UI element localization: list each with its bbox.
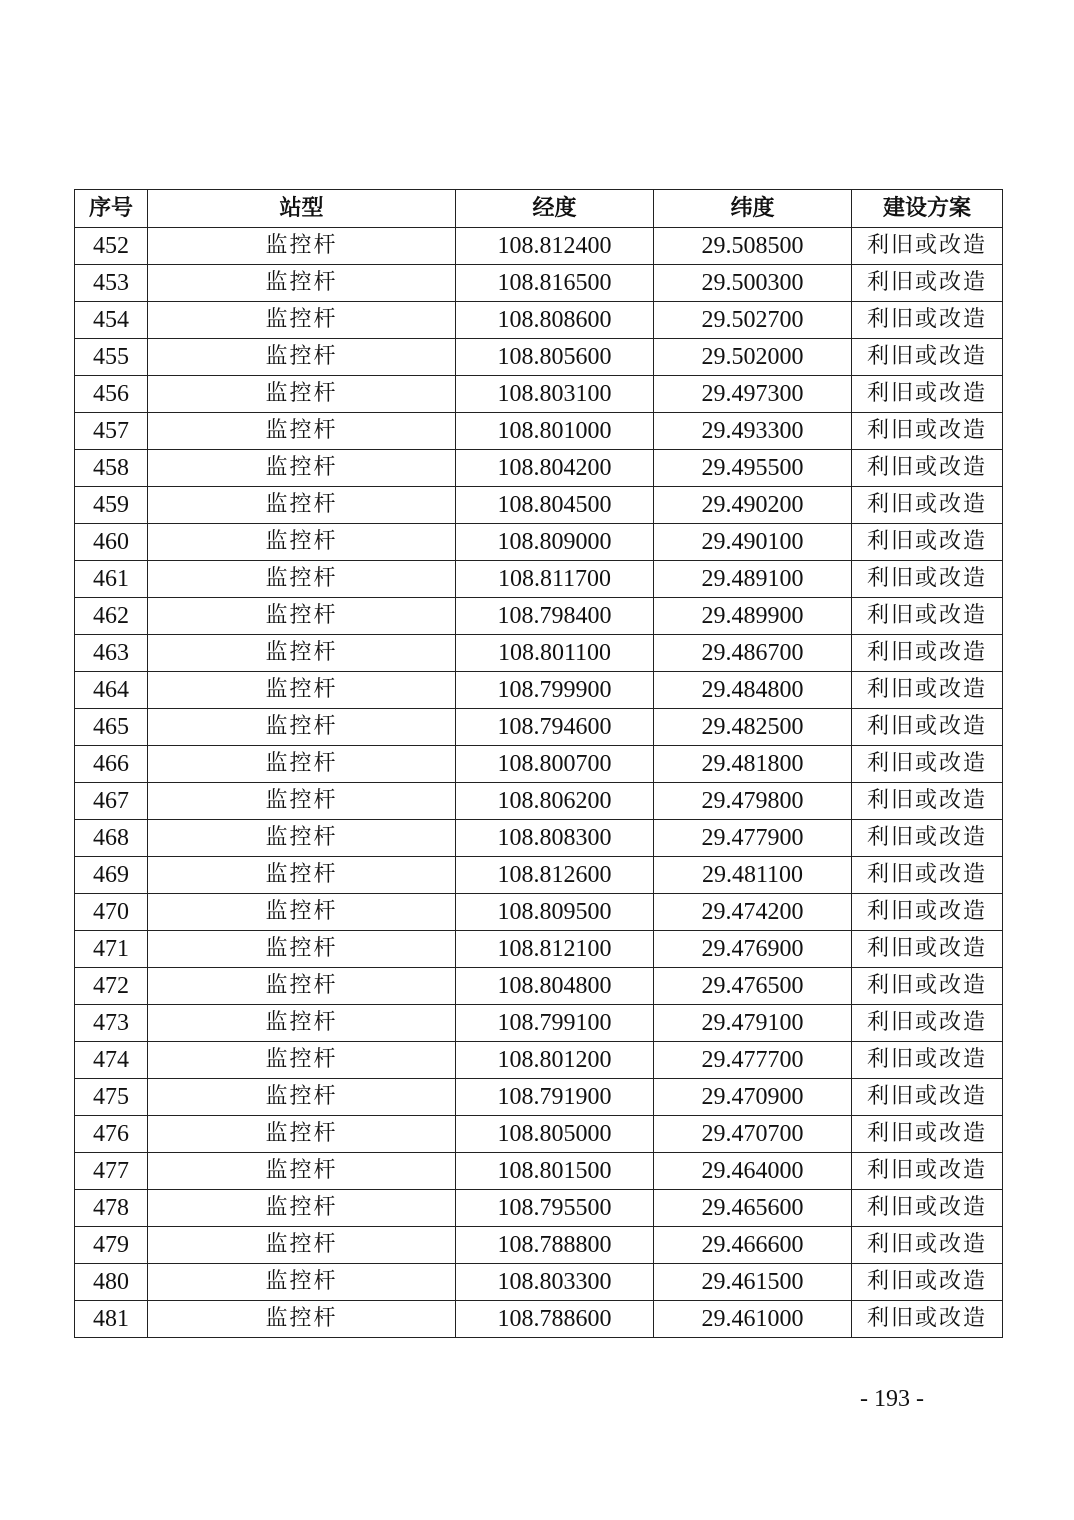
cell-type: 监控杆: [148, 265, 456, 302]
cell-longitude: 108.798400: [456, 598, 654, 635]
cell-latitude: 29.493300: [654, 413, 852, 450]
cell-latitude: 29.482500: [654, 709, 852, 746]
table-row: [75, 672, 1003, 709]
cell-longitude: 108.812100: [456, 931, 654, 968]
table-row: [75, 1301, 1003, 1338]
cell-latitude: 29.481100: [654, 857, 852, 894]
cell-type: 监控杆: [148, 228, 456, 265]
cell-plan: 利旧或改造: [852, 598, 1003, 635]
cell-latitude: 29.497300: [654, 376, 852, 413]
table-row: [75, 894, 1003, 931]
cell-plan: 利旧或改造: [852, 1042, 1003, 1079]
cell-longitude: 108.805000: [456, 1116, 654, 1153]
header-longitude: 经度: [456, 190, 654, 228]
cell-plan: 利旧或改造: [852, 1079, 1003, 1116]
cell-type: 监控杆: [148, 561, 456, 598]
cell-latitude: 29.479100: [654, 1005, 852, 1042]
cell-plan: 利旧或改造: [852, 1005, 1003, 1042]
table-row: [75, 265, 1003, 302]
cell-seq: 480: [75, 1264, 148, 1301]
table-row: [75, 1190, 1003, 1227]
cell-longitude: 108.799900: [456, 672, 654, 709]
cell-type: 监控杆: [148, 968, 456, 1005]
cell-plan: 利旧或改造: [852, 413, 1003, 450]
table-body: [75, 228, 1003, 1338]
cell-seq: 473: [75, 1005, 148, 1042]
site-table: [74, 189, 1003, 1338]
cell-latitude: 29.476900: [654, 931, 852, 968]
cell-latitude: 29.465600: [654, 1190, 852, 1227]
table-row: [75, 1116, 1003, 1153]
table-row: [75, 450, 1003, 487]
table-row: [75, 746, 1003, 783]
cell-longitude: 108.799100: [456, 1005, 654, 1042]
cell-seq: 462: [75, 598, 148, 635]
cell-latitude: 29.477700: [654, 1042, 852, 1079]
cell-type: 监控杆: [148, 413, 456, 450]
table-row: [75, 302, 1003, 339]
cell-seq: 457: [75, 413, 148, 450]
cell-latitude: 29.490100: [654, 524, 852, 561]
cell-seq: 471: [75, 931, 148, 968]
cell-plan: 利旧或改造: [852, 1301, 1003, 1338]
cell-type: 监控杆: [148, 487, 456, 524]
table-row: [75, 1042, 1003, 1079]
header-latitude: 纬度: [654, 190, 852, 228]
cell-longitude: 108.804800: [456, 968, 654, 1005]
cell-plan: 利旧或改造: [852, 265, 1003, 302]
cell-seq: 460: [75, 524, 148, 561]
table-row: [75, 931, 1003, 968]
cell-plan: 利旧或改造: [852, 931, 1003, 968]
header-seq: 序号: [75, 190, 148, 228]
cell-seq: 478: [75, 1190, 148, 1227]
cell-type: 监控杆: [148, 820, 456, 857]
cell-plan: 利旧或改造: [852, 894, 1003, 931]
cell-seq: 474: [75, 1042, 148, 1079]
cell-latitude: 29.489100: [654, 561, 852, 598]
cell-type: 监控杆: [148, 783, 456, 820]
cell-type: 监控杆: [148, 1079, 456, 1116]
cell-plan: 利旧或改造: [852, 783, 1003, 820]
table-row: [75, 376, 1003, 413]
cell-type: 监控杆: [148, 746, 456, 783]
cell-latitude: 29.486700: [654, 635, 852, 672]
cell-plan: 利旧或改造: [852, 376, 1003, 413]
cell-latitude: 29.476500: [654, 968, 852, 1005]
header-plan: 建设方案: [852, 190, 1003, 228]
table-row: [75, 968, 1003, 1005]
cell-latitude: 29.461500: [654, 1264, 852, 1301]
cell-longitude: 108.808600: [456, 302, 654, 339]
table-row: [75, 783, 1003, 820]
cell-type: 监控杆: [148, 598, 456, 635]
cell-seq: 459: [75, 487, 148, 524]
cell-type: 监控杆: [148, 1153, 456, 1190]
cell-seq: 475: [75, 1079, 148, 1116]
cell-type: 监控杆: [148, 1301, 456, 1338]
cell-seq: 470: [75, 894, 148, 931]
cell-latitude: 29.466600: [654, 1227, 852, 1264]
cell-type: 监控杆: [148, 1005, 456, 1042]
cell-longitude: 108.788600: [456, 1301, 654, 1338]
table-row: [75, 487, 1003, 524]
cell-type: 监控杆: [148, 1227, 456, 1264]
table-row: [75, 709, 1003, 746]
cell-seq: 465: [75, 709, 148, 746]
cell-plan: 利旧或改造: [852, 1264, 1003, 1301]
cell-latitude: 29.470900: [654, 1079, 852, 1116]
cell-longitude: 108.801200: [456, 1042, 654, 1079]
cell-type: 监控杆: [148, 1264, 456, 1301]
cell-seq: 464: [75, 672, 148, 709]
cell-longitude: 108.811700: [456, 561, 654, 598]
cell-plan: 利旧或改造: [852, 968, 1003, 1005]
cell-longitude: 108.808300: [456, 820, 654, 857]
cell-type: 监控杆: [148, 376, 456, 413]
header-type: 站型: [148, 190, 456, 228]
cell-longitude: 108.801500: [456, 1153, 654, 1190]
cell-type: 监控杆: [148, 1190, 456, 1227]
cell-longitude: 108.809000: [456, 524, 654, 561]
cell-plan: 利旧或改造: [852, 450, 1003, 487]
cell-plan: 利旧或改造: [852, 524, 1003, 561]
table-row: [75, 1227, 1003, 1264]
cell-latitude: 29.490200: [654, 487, 852, 524]
cell-type: 监控杆: [148, 894, 456, 931]
cell-longitude: 108.804200: [456, 450, 654, 487]
cell-latitude: 29.464000: [654, 1153, 852, 1190]
table-row: [75, 1005, 1003, 1042]
cell-plan: 利旧或改造: [852, 339, 1003, 376]
cell-type: 监控杆: [148, 339, 456, 376]
cell-seq: 468: [75, 820, 148, 857]
cell-type: 监控杆: [148, 857, 456, 894]
cell-longitude: 108.804500: [456, 487, 654, 524]
cell-seq: 463: [75, 635, 148, 672]
cell-latitude: 29.508500: [654, 228, 852, 265]
cell-longitude: 108.800700: [456, 746, 654, 783]
cell-seq: 455: [75, 339, 148, 376]
cell-plan: 利旧或改造: [852, 1190, 1003, 1227]
table-row: [75, 598, 1003, 635]
table-row: [75, 413, 1003, 450]
cell-latitude: 29.477900: [654, 820, 852, 857]
cell-longitude: 108.791900: [456, 1079, 654, 1116]
cell-plan: 利旧或改造: [852, 487, 1003, 524]
cell-latitude: 29.502700: [654, 302, 852, 339]
table-row: [75, 1079, 1003, 1116]
cell-seq: 467: [75, 783, 148, 820]
table-row: [75, 1153, 1003, 1190]
cell-seq: 479: [75, 1227, 148, 1264]
cell-longitude: 108.809500: [456, 894, 654, 931]
cell-plan: 利旧或改造: [852, 561, 1003, 598]
table-row: [75, 857, 1003, 894]
cell-plan: 利旧或改造: [852, 709, 1003, 746]
cell-type: 监控杆: [148, 931, 456, 968]
cell-plan: 利旧或改造: [852, 302, 1003, 339]
cell-plan: 利旧或改造: [852, 228, 1003, 265]
table-row: [75, 561, 1003, 598]
cell-longitude: 108.812400: [456, 228, 654, 265]
cell-seq: 453: [75, 265, 148, 302]
cell-plan: 利旧或改造: [852, 857, 1003, 894]
cell-seq: 472: [75, 968, 148, 1005]
cell-latitude: 29.502000: [654, 339, 852, 376]
table-row: [75, 1264, 1003, 1301]
cell-longitude: 108.795500: [456, 1190, 654, 1227]
cell-seq: 481: [75, 1301, 148, 1338]
cell-latitude: 29.474200: [654, 894, 852, 931]
cell-latitude: 29.484800: [654, 672, 852, 709]
cell-plan: 利旧或改造: [852, 1116, 1003, 1153]
cell-seq: 456: [75, 376, 148, 413]
cell-type: 监控杆: [148, 635, 456, 672]
cell-longitude: 108.805600: [456, 339, 654, 376]
cell-longitude: 108.801000: [456, 413, 654, 450]
table-row: [75, 524, 1003, 561]
cell-latitude: 29.489900: [654, 598, 852, 635]
cell-longitude: 108.794600: [456, 709, 654, 746]
cell-seq: 461: [75, 561, 148, 598]
cell-plan: 利旧或改造: [852, 635, 1003, 672]
cell-plan: 利旧或改造: [852, 1227, 1003, 1264]
cell-longitude: 108.801100: [456, 635, 654, 672]
cell-longitude: 108.816500: [456, 265, 654, 302]
cell-longitude: 108.812600: [456, 857, 654, 894]
table-row: [75, 339, 1003, 376]
cell-type: 监控杆: [148, 1042, 456, 1079]
cell-type: 监控杆: [148, 672, 456, 709]
cell-type: 监控杆: [148, 450, 456, 487]
table-row: [75, 635, 1003, 672]
cell-latitude: 29.500300: [654, 265, 852, 302]
cell-plan: 利旧或改造: [852, 672, 1003, 709]
cell-seq: 469: [75, 857, 148, 894]
cell-seq: 466: [75, 746, 148, 783]
cell-seq: 458: [75, 450, 148, 487]
cell-latitude: 29.470700: [654, 1116, 852, 1153]
cell-plan: 利旧或改造: [852, 746, 1003, 783]
table-row: [75, 228, 1003, 265]
cell-plan: 利旧或改造: [852, 820, 1003, 857]
cell-longitude: 108.806200: [456, 783, 654, 820]
cell-longitude: 108.803300: [456, 1264, 654, 1301]
cell-seq: 477: [75, 1153, 148, 1190]
cell-latitude: 29.495500: [654, 450, 852, 487]
cell-longitude: 108.788800: [456, 1227, 654, 1264]
cell-seq: 454: [75, 302, 148, 339]
cell-longitude: 108.803100: [456, 376, 654, 413]
cell-seq: 476: [75, 1116, 148, 1153]
cell-type: 监控杆: [148, 524, 456, 561]
cell-type: 监控杆: [148, 709, 456, 746]
cell-type: 监控杆: [148, 1116, 456, 1153]
cell-latitude: 29.479800: [654, 783, 852, 820]
page-number: - 193 -: [860, 1386, 924, 1412]
cell-latitude: 29.461000: [654, 1301, 852, 1338]
cell-latitude: 29.481800: [654, 746, 852, 783]
table-row: [75, 820, 1003, 857]
cell-plan: 利旧或改造: [852, 1153, 1003, 1190]
cell-seq: 452: [75, 228, 148, 265]
cell-type: 监控杆: [148, 302, 456, 339]
table-header-row: [75, 190, 1003, 228]
